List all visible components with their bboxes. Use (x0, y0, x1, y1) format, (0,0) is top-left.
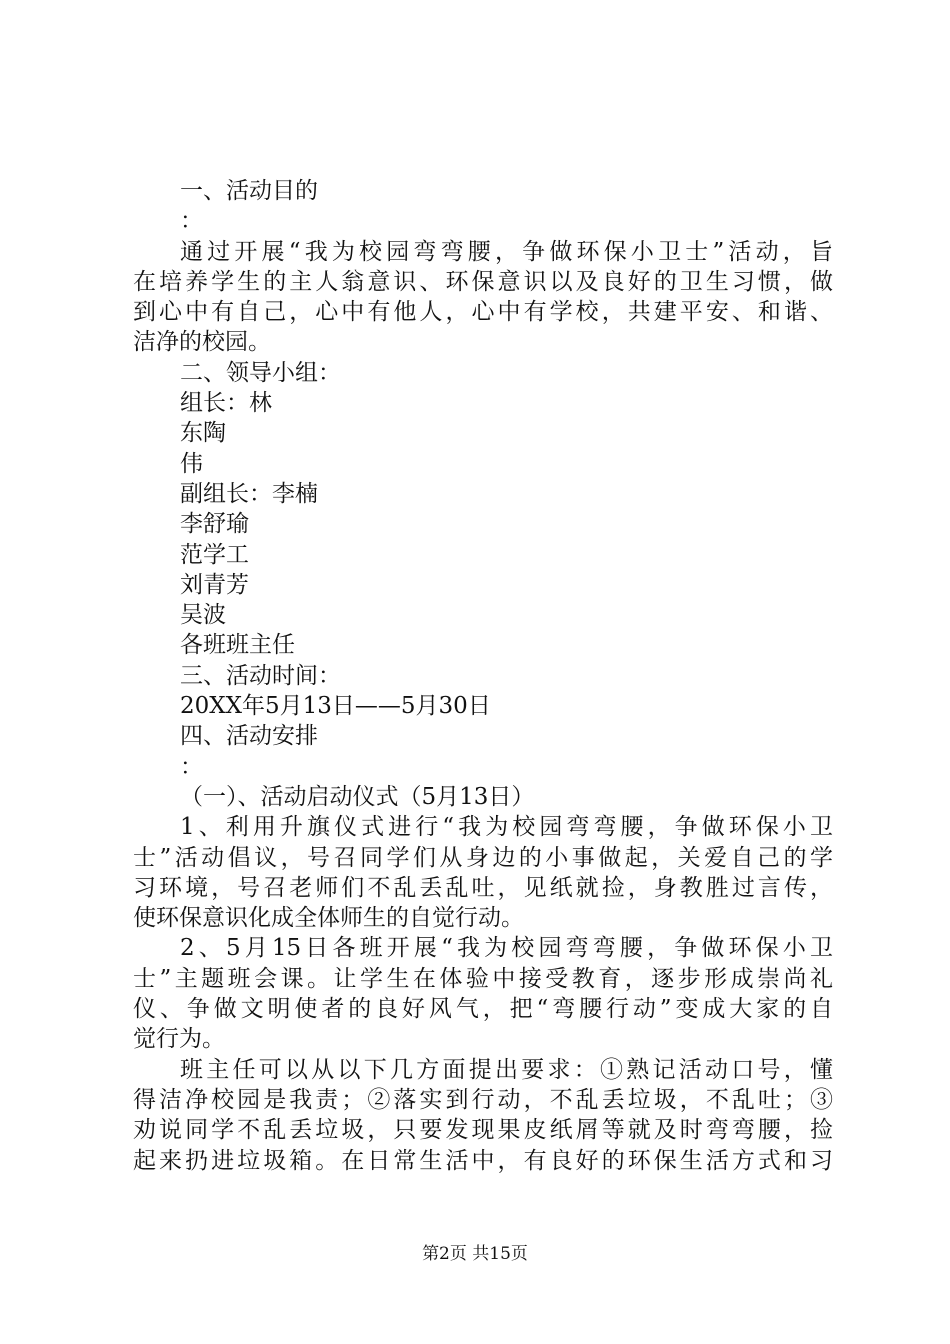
text-line: 刘青芳 (180, 571, 249, 598)
text-line: 范学工 (180, 541, 249, 568)
paragraph-line: 仪、争做文明使者的良好风气，把“弯腰行动”变成大家的自 (133, 996, 833, 1023)
section-heading-arrangement: 四、活动安排 (180, 723, 318, 750)
paragraph-line: 士”主题班会课。让学生在体验中接受教育，逐步形成崇尚礼 (133, 965, 833, 992)
section-heading-time: 三、活动时间： (180, 662, 341, 689)
text-line: 副组长：李楠 (180, 480, 318, 507)
section-heading-leadership: 二、领导小组： (180, 359, 341, 386)
paragraph-line: 得洁净校园是我责；②落实到行动，不乱丢垃圾，不乱吐；③ (133, 1086, 833, 1113)
paragraph-line: 1、利用升旗仪式进行“我为校园弯弯腰，争做环保小卫 (180, 814, 833, 841)
paragraph-line: 劝说同学不乱丢垃圾，只要发现果皮纸屑等就及时弯弯腰，捡 (133, 1117, 833, 1144)
section-heading-purpose: 一、活动目的 (180, 178, 318, 204)
text-line: 东陶 (180, 420, 226, 447)
paragraph-line: 洁净的校园。 (133, 329, 271, 356)
text-line: 组长：林 (180, 390, 272, 417)
paragraph-line: 在培养学生的主人翁意识、环保意识以及良好的卫生习惯，做 (133, 268, 833, 295)
text-line: 吴波 (180, 602, 226, 629)
document-body (133, 176, 833, 1176)
subsection-heading: （一）、活动启动仪式（5月13日） (180, 783, 535, 810)
page-footer: 第2页 共15页 (422, 1244, 528, 1264)
paragraph-line: 使环保意识化成全体师生的自觉行动。 (133, 905, 524, 932)
paragraph-line: 起来扔进垃圾箱。在日常生活中，有良好的环保生活方式和习 (133, 1147, 833, 1174)
text-line: ： (180, 208, 203, 235)
text-line: 各班班主任 (180, 632, 295, 659)
paragraph-line: 习环境，号召老师们不乱丢乱吐，见纸就捡，身教胜过言传， (133, 874, 833, 901)
paragraph-line: 班主任可以从以下几方面提出要求：①熟记活动口号，懂 (180, 1056, 833, 1083)
text-line: 20XX年5月13日——5月30日 (180, 693, 491, 720)
paragraph-line: 到心中有自己，心中有他人，心中有学校，共建平安、和谐、 (133, 299, 833, 326)
text-line: 伟 (180, 450, 203, 477)
text-line: ： (180, 753, 203, 780)
paragraph-line: 通过开展“我为校园弯弯腰，争做环保小卫士”活动，旨 (180, 238, 833, 265)
paragraph-line: 觉行为。 (133, 1026, 225, 1053)
text-line: 李舒瑜 (180, 511, 249, 538)
paragraph-line: 2、5月15日各班开展“我为校园弯弯腰，争做环保小卫 (180, 935, 833, 962)
paragraph-line: 士”活动倡议，号召同学们从身边的小事做起，关爱自己的学 (133, 844, 833, 871)
